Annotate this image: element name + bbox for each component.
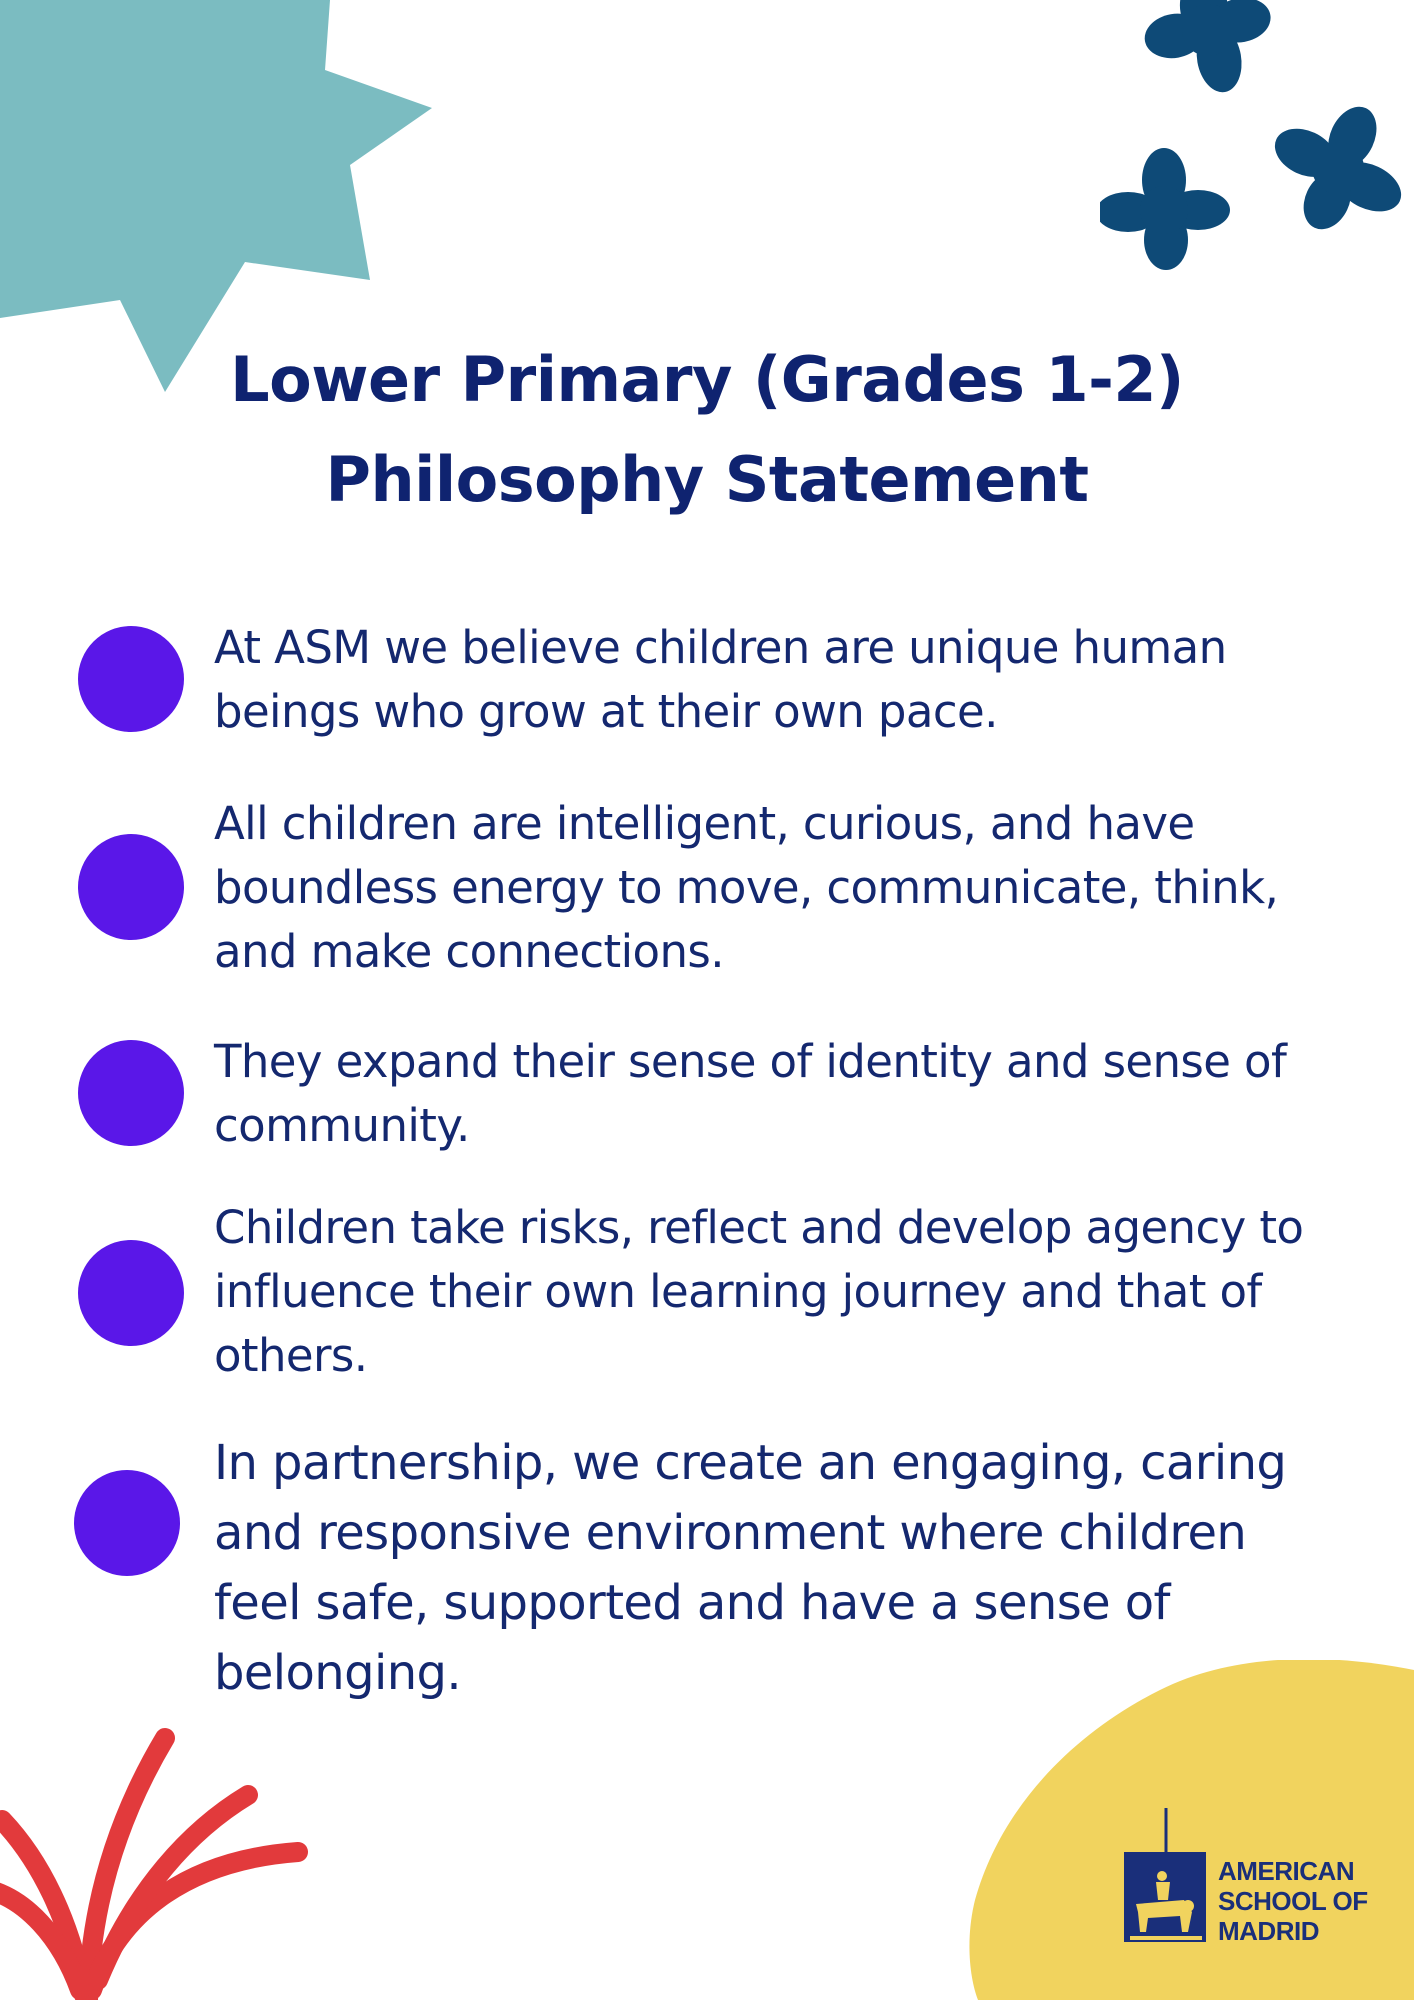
bullet-text-4: Children take risks, reflect and develop agency to influence their own learning journey and that of others. — [214, 1201, 1304, 1382]
bullet-text-1: At ASM we believe children are unique human beings who grow at their own pace. — [214, 621, 1227, 738]
don-quixote-emblem-icon — [1122, 1808, 1212, 1948]
school-name — [1218, 1856, 1368, 1946]
bullet-dot-4 — [78, 1240, 184, 1346]
bullet-text-5: In partnership, we create an engaging, caring and responsive environment where children feel safe, supported and have a sense of belonging. — [214, 1435, 1287, 1701]
bullet-text-2: All children are intelligent, curious, and have boundless energy to move, communicate, think, and make connections. — [214, 797, 1279, 978]
red-plant-shape — [0, 1720, 320, 2000]
school-logo — [1122, 1808, 1392, 1948]
title-line-1: Lower Primary (Grades 1-2) — [230, 343, 1184, 416]
school-name-line-2: SCHOOL OF — [1218, 1886, 1368, 1916]
bullet-text-3: They expand their sense of identity and sense of community. — [214, 1035, 1287, 1152]
school-name-line-1: AMERICAN — [1218, 1856, 1355, 1886]
title-line-2: Philosophy Statement — [325, 443, 1089, 516]
bullet-dot-3 — [78, 1040, 184, 1146]
bullet-dot-2 — [78, 834, 184, 940]
bullet-dot-5 — [74, 1470, 180, 1576]
school-name-line-3: MADRID — [1218, 1916, 1319, 1946]
bullet-dot-1 — [78, 626, 184, 732]
